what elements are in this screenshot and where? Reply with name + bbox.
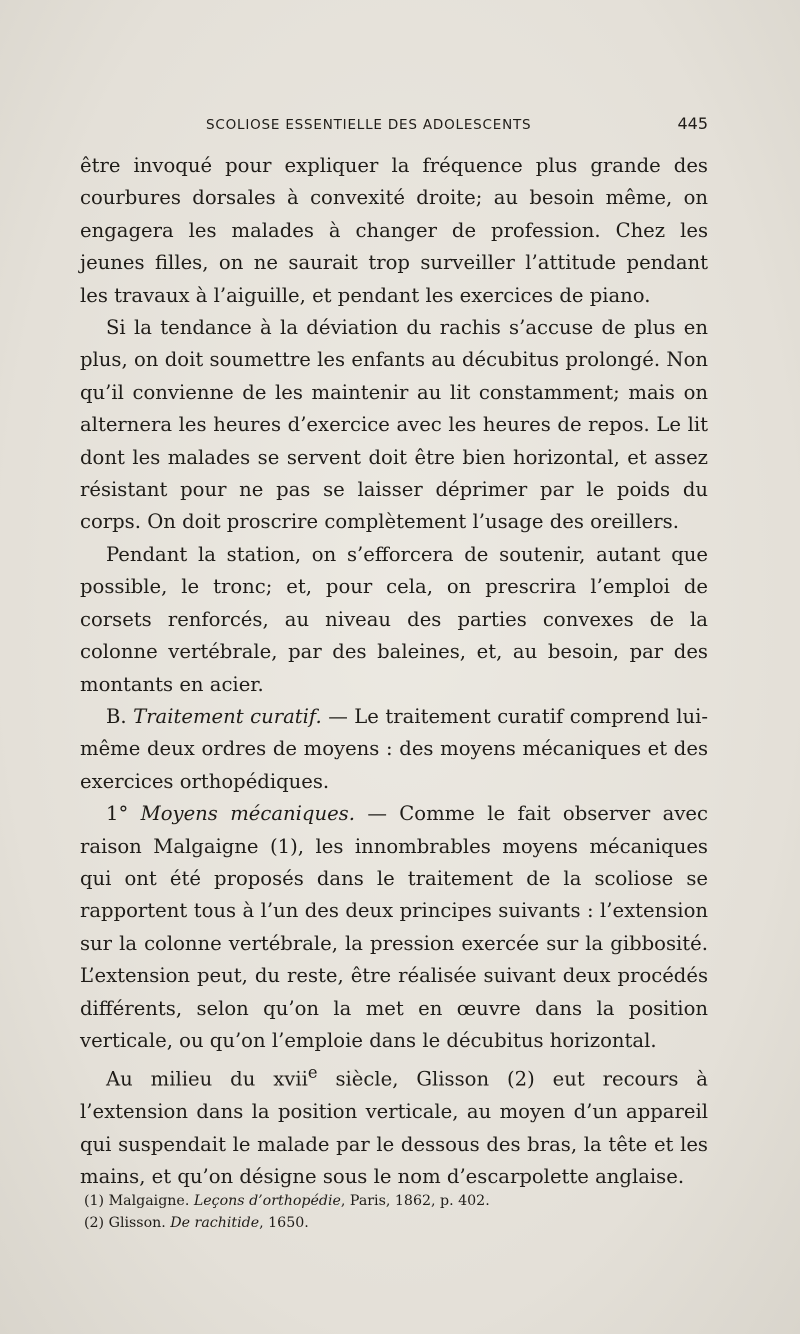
section-1-label: 1° bbox=[106, 802, 141, 826]
page-number: 445 bbox=[677, 114, 708, 133]
section-1-heading: Moyens mécaniques. bbox=[140, 802, 355, 826]
footnote-2-title: De rachitide bbox=[170, 1215, 260, 1231]
paragraph-decubitus: Si la tendance à la déviation du rachis s’accuse de plus en plus, on doit soumettre les enfants au décubitus prolongé. Non qu’il convienne de les maintenir au lit constamment; mais on alternera les heures d’exercice avec les heures de repos. Le lit dont les malades se servent doit être bien horizontal, et assez résistant pour ne pas se laisser déprimer par le poids du corps. On doit proscrire complètement l’usage des oreillers. bbox=[80, 316, 708, 534]
footnote-2 bbox=[84, 1212, 704, 1234]
footnote-1-author: Malgaigne. bbox=[108, 1193, 194, 1209]
page-header bbox=[206, 114, 708, 133]
footnotes bbox=[84, 1190, 704, 1234]
footnote-1 bbox=[84, 1190, 704, 1212]
section-1-text: — Comme le fait observer avec raison Malgaigne (1), les innombrables moyens mécaniques qui ont été proposés dans le traitement de la scoliose se rapportent tous à l’un des deux principes suivants : l’extension sur la colonne vertébrale, la pression exercée sur la gibbosité. L’extension peut, du reste, être réalisée suivant deux procédés différents, selon qu’on la met en œuvre dans la position verticale, ou qu’on l’emploie dans le décubitus horizontal. bbox=[80, 802, 708, 1052]
footnote-2-number: (2) bbox=[84, 1215, 109, 1231]
footnote-1-title: Leçons d’orthopédie bbox=[193, 1193, 341, 1209]
paragraph-station: Pendant la station, on s’efforcera de soutenir, autant que possible, le tronc; et, pour cela, on prescrira l’emploi de corsets renforcés, au niveau des parties convexes de la colonne vertébrale, par des baleines, et, au besoin, par des montants en acier. bbox=[80, 542, 708, 696]
footnote-1-number: (1) bbox=[84, 1193, 109, 1209]
section-b-heading: Traitement curatif. bbox=[133, 704, 322, 728]
section-b-label: B. bbox=[106, 704, 134, 728]
paragraph-continuation: être invoqué pour expliquer la fréquence plus grande des courbures dorsales à convexité droite; au besoin même, on engagera les malades à changer de profession. Chez les jeunes filles, on ne saurait trop surveiller l’attitude pendant les travaux à l’aiguille, et pendant les exercices de piano. bbox=[80, 154, 708, 307]
glisson-text-end: siècle, Glisson (2) eut recours à l’extension dans la position verticale, au moyen d’un appareil qui suspendait le malade par le dessous des bras, la tête et les mains, et qu’on désigne sous le nom d’escarpolette anglaise. bbox=[80, 1067, 708, 1189]
glisson-text-start: Au milieu du xvii bbox=[106, 1067, 308, 1091]
body-text bbox=[80, 150, 708, 1194]
paragraph-traitement-curatif bbox=[80, 701, 708, 798]
footnote-2-author: Glisson. bbox=[108, 1215, 171, 1231]
century-superscript: e bbox=[307, 1063, 318, 1083]
paragraph-glisson bbox=[80, 1057, 708, 1193]
paragraph-moyens-mecaniques bbox=[80, 798, 708, 1057]
section-b-text: — Le traitement curatif comprend lui-même deux ordres de moyens : des moyens mécaniques et des exercices orthopédiques. bbox=[80, 704, 709, 793]
footnote-2-rest: , 1650. bbox=[259, 1215, 309, 1231]
footnote-1-rest: , Paris, 1862, p. 402. bbox=[340, 1193, 490, 1209]
running-title: SCOLIOSE ESSENTIELLE DES ADOLESCENTS bbox=[206, 117, 532, 133]
